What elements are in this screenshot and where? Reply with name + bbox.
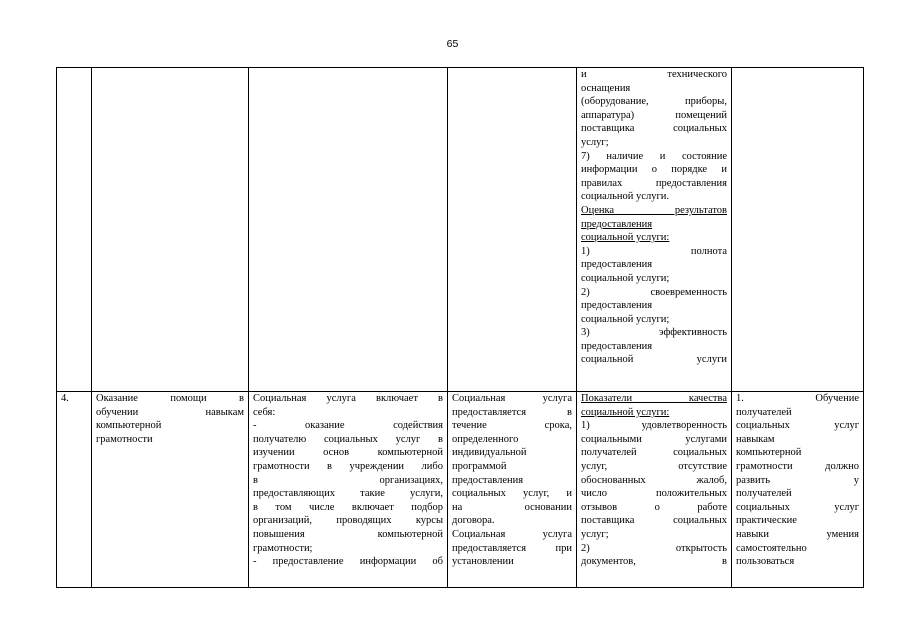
text-line: самостоятельно xyxy=(736,542,807,554)
text-line: число положительных xyxy=(581,488,727,500)
text-line: 2) открытость xyxy=(581,542,727,554)
text-line: себя: xyxy=(253,406,276,418)
text-line: предоставляющих такие услуги, xyxy=(253,488,443,500)
cell-number xyxy=(57,392,92,588)
results-list xyxy=(581,245,727,367)
text-line: социальной услуги; xyxy=(581,272,670,284)
cell-conditions xyxy=(732,68,864,392)
text-line: навыкам xyxy=(736,433,775,445)
text-line: - предоставление информации об xyxy=(253,556,443,568)
text-line: - оказание содействия xyxy=(253,420,443,432)
text-line: Показатели качества xyxy=(581,393,727,404)
text-line: предоставления xyxy=(581,259,653,271)
text-line: Оказание помощи в xyxy=(96,393,244,404)
service-terms xyxy=(452,392,572,569)
cell-service-terms xyxy=(448,392,577,588)
text-line: в организациях, xyxy=(253,474,443,486)
text-line: компьютерной xyxy=(736,447,802,459)
text-line: 2) своевременность xyxy=(581,286,727,298)
text-line: развить у xyxy=(736,474,859,486)
text-line: организаций, проводящих курсы xyxy=(253,515,443,527)
text-line: услуг, отсутствие xyxy=(581,460,727,472)
text-line: на основании xyxy=(452,501,572,513)
text-line: предоставляется при xyxy=(452,542,572,554)
text-line: повышения компьютерной xyxy=(253,528,443,540)
text-line: обучении навыкам xyxy=(96,406,244,418)
text-line: поставщика социальных xyxy=(581,515,727,527)
table-row xyxy=(57,68,864,392)
text-line: социальных услуг, и xyxy=(452,488,572,500)
text-line: социальной услуги: xyxy=(581,232,670,244)
table-row xyxy=(57,392,864,588)
text-line: установлении xyxy=(452,556,514,568)
text-line: Социальная услуга xyxy=(452,393,572,404)
text-line: предоставления xyxy=(581,300,653,312)
text-line: предоставляется в xyxy=(452,406,572,418)
text-line: практические xyxy=(736,515,797,527)
text-line: программой xyxy=(452,460,507,472)
text-line: Оценка результатов xyxy=(581,204,727,216)
text-line: социальной услуги. xyxy=(581,191,669,203)
cell-service-description xyxy=(249,68,448,392)
text-line: компьютерной xyxy=(96,420,162,432)
text-line: услуг; xyxy=(581,528,609,540)
cell-service-name xyxy=(92,392,249,588)
text-line: 3) эффективность xyxy=(581,327,727,339)
service-description xyxy=(253,392,443,569)
quality-list xyxy=(581,419,727,569)
text-line: предоставления xyxy=(581,340,653,352)
text-line: информации о порядке и xyxy=(581,164,727,176)
text-line: 1. Обучение xyxy=(736,393,859,404)
text-line: индивидуальной xyxy=(452,447,527,459)
text-line: грамотности должно xyxy=(736,460,859,472)
service-name xyxy=(96,392,244,446)
text-line: социальной услуги; xyxy=(581,313,670,325)
text-line: услуг; xyxy=(581,136,609,148)
text-line: Социальная услуга xyxy=(452,528,572,540)
text-line: получателю социальных услуг в xyxy=(253,433,443,445)
services-table xyxy=(56,67,864,588)
text-line: изучении основ компьютерной xyxy=(253,447,443,459)
text-line: документов, в xyxy=(581,556,727,568)
cell-service-terms xyxy=(448,68,577,392)
text-line: оснащения xyxy=(581,82,631,94)
text-line: в том числе включает подбор xyxy=(253,501,443,513)
text-line: определенного xyxy=(452,433,519,445)
text-line: и технического xyxy=(581,69,727,80)
text-line: предоставления xyxy=(581,218,653,230)
page-number: 65 xyxy=(446,38,459,50)
cell-number xyxy=(57,68,92,392)
results-heading xyxy=(581,204,727,245)
text-line: аппаратура) помещений xyxy=(581,109,727,121)
text-line: Социальная услуга включает в xyxy=(253,393,443,404)
conditions-text xyxy=(736,392,859,569)
text-line: социальными услугами xyxy=(581,433,727,445)
cell-conditions xyxy=(732,392,864,588)
text-line: отзывов о работе xyxy=(581,501,727,513)
cell-service-description xyxy=(249,392,448,588)
text-line: 1) удовлетворенность xyxy=(581,420,727,432)
text-line: социальной услуги: xyxy=(581,406,670,418)
text-line: правилах предоставления xyxy=(581,177,727,189)
text-line: социальных услуг xyxy=(736,420,859,432)
text-line: договора. xyxy=(452,515,495,527)
text-line: поставщика социальных xyxy=(581,123,727,135)
text-line: 1) полнота xyxy=(581,245,727,257)
quality-text-block xyxy=(581,68,727,204)
cell-quality-indicators xyxy=(577,392,732,588)
text-line: социальных услуг xyxy=(736,501,859,513)
text-line: предоставления xyxy=(452,474,524,486)
text-line: грамотности; xyxy=(253,542,313,554)
text-line: 7) наличие и состояние xyxy=(581,150,727,162)
text-line: получателей xyxy=(736,488,792,500)
cell-quality-indicators xyxy=(577,68,732,392)
text-line: навыки умения xyxy=(736,528,859,540)
text-line: получателей социальных xyxy=(581,447,727,459)
cell-service-name xyxy=(92,68,249,392)
text-line: грамотности xyxy=(96,433,153,445)
text-line: пользоваться xyxy=(736,556,795,568)
text-line: грамотности в учреждении либо xyxy=(253,460,443,472)
quality-heading xyxy=(581,392,727,419)
text-line: получателей xyxy=(736,406,792,418)
row-number: 4. xyxy=(61,393,69,404)
text-line: социальной услуги xyxy=(581,354,727,366)
text-line: течение срока, xyxy=(452,420,572,432)
text-line: (оборудование, приборы, xyxy=(581,96,727,108)
text-line: обоснованных жалоб, xyxy=(581,474,727,486)
